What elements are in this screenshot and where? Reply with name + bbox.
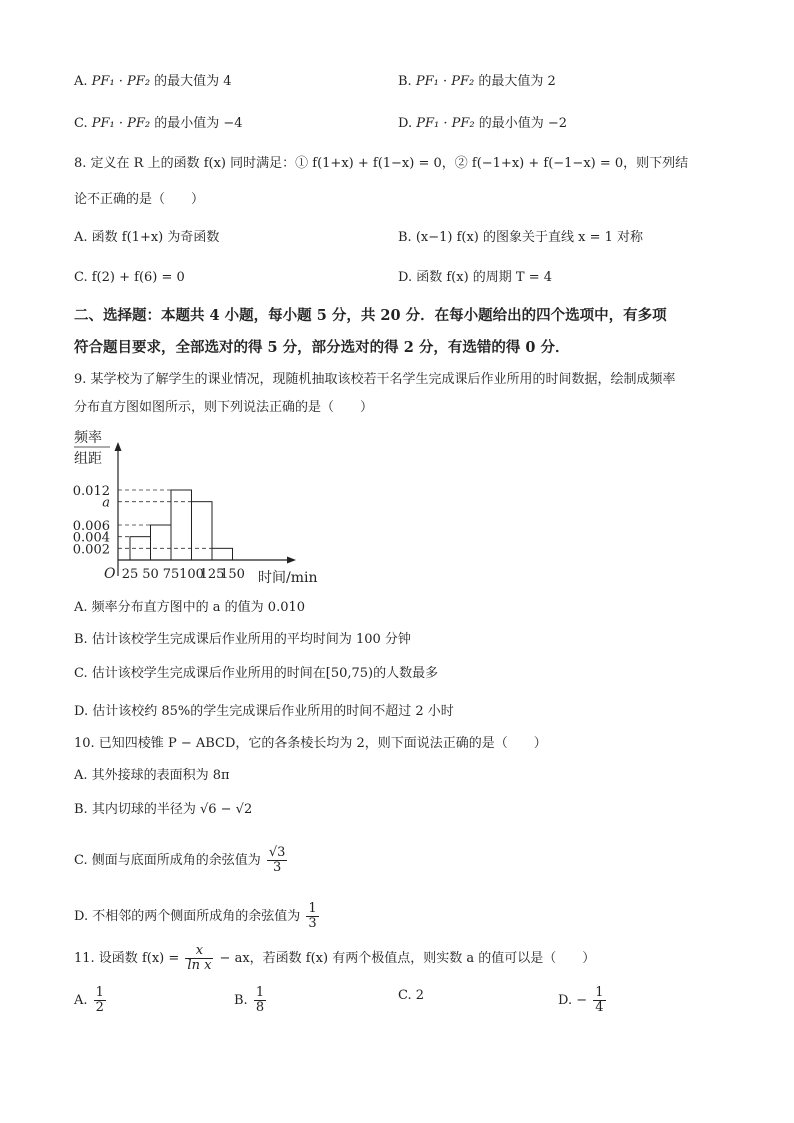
fraction-numerator: x xyxy=(185,944,213,959)
fraction-denominator: 8 xyxy=(255,1000,265,1015)
q9-option-c: C. 估计该校学生完成课后作业所用的时间在[50,75)的人数最多 xyxy=(74,666,439,681)
q10-option-c xyxy=(74,846,289,875)
fraction-denominator: 4 xyxy=(595,1000,604,1015)
y-tick-label: 0.012 xyxy=(72,484,110,500)
histogram-bar-4 xyxy=(192,502,213,560)
fraction-numerator: 1 xyxy=(255,985,265,1000)
histogram-bar-5 xyxy=(212,548,233,560)
q8-option-d: D. 函数 f(x) 的周期 T = 4 xyxy=(398,270,553,285)
q7-option-b xyxy=(398,72,556,92)
x-axis-label: 时间/min xyxy=(258,570,318,586)
option-text: C. 侧面与底面所成角的余弦值为 xyxy=(74,853,261,868)
q8-option-a: A. 函数 f(1+x) 为奇函数 xyxy=(74,230,220,245)
x-axis-arrow xyxy=(287,557,296,564)
fraction xyxy=(593,986,605,1015)
option-letter: A. xyxy=(74,993,88,1008)
minus-sign: − xyxy=(576,993,588,1008)
q7-option-c xyxy=(74,114,243,134)
q8-option-c: C. f(2) + f(6) = 0 xyxy=(74,270,185,285)
option-text: B. 其内切球的半径为 xyxy=(74,802,200,817)
vector-expression: PF₁ · PF₂ xyxy=(91,116,151,131)
q10-option-a: A. 其外接球的表面积为 8π xyxy=(74,768,230,783)
y-axis-label-top: 频率 xyxy=(74,430,102,446)
q9-option-b: B. 估计该校学生完成课后作业所用的平均时间为 100 分钟 xyxy=(74,632,411,647)
histogram-bar-3 xyxy=(171,490,192,560)
q11-option-c: C. 2 xyxy=(398,988,425,1003)
q10-stem: 10. 已知四棱锥 P − ABCD，它的各条棱长均为 2，则下面说法正确的是（ ） xyxy=(74,736,547,751)
x-tick-label: 25 xyxy=(121,567,139,582)
section2-heading-line1: 二、选择题：本题共 4 小题，每小题 5 分，共 20 分．在每小题给出的四个选项中，有多项 xyxy=(74,307,667,324)
fraction-denominator: 3 xyxy=(273,860,282,875)
y-tick-label: 0.002 xyxy=(72,542,110,558)
vector-expression: PF₁ · PF₂ xyxy=(416,116,475,131)
q11-option-b xyxy=(234,986,268,1015)
y-tick-label: 0.006 xyxy=(72,519,110,535)
q11-option-a xyxy=(74,986,108,1015)
q7-option-a xyxy=(74,72,232,92)
stem-prefix: 11. 设函数 f(x) = xyxy=(74,951,180,966)
fraction-numerator: 1 xyxy=(595,985,604,1000)
vector-expression: PF₁ · PF₂ xyxy=(415,74,475,89)
option-text: 的最大值为 4 xyxy=(154,74,232,89)
option-letter: A. xyxy=(74,74,88,89)
fraction-numerator: 1 xyxy=(95,985,104,1000)
q11-option-d xyxy=(558,986,608,1015)
y-tick-label: 0.004 xyxy=(72,530,110,546)
fraction-numerator: √3 xyxy=(268,845,286,860)
fraction-numerator: 1 xyxy=(308,901,317,916)
frequency-histogram xyxy=(70,426,350,586)
q9-stem-line2: 分布直方图如图所示，则下列说法正确的是（ ） xyxy=(74,400,374,415)
y-tick-label: a xyxy=(102,495,110,511)
y-axis-arrow xyxy=(115,442,122,451)
option-text: 的最大值为 2 xyxy=(478,74,556,89)
option-letter: D. xyxy=(558,993,573,1008)
q8-stem-line2: 论不正确的是（ ） xyxy=(74,192,205,207)
q8-stem-line1: 8. 定义在 R 上的函数 f(x) 同时满足：① f(1+x) + f(1−x) = 0，② f(−1+x) + f(−1−x) = 0，则下列结 xyxy=(74,156,689,171)
option-text: D. 不相邻的两个侧面所成角的余弦值为 xyxy=(74,909,301,924)
q10-option-d xyxy=(74,902,321,931)
fraction xyxy=(94,986,106,1015)
fraction xyxy=(254,986,266,1015)
option-letter: D. xyxy=(398,116,413,131)
x-tick-label: 125 xyxy=(199,567,225,582)
fraction-denominator: ln x xyxy=(187,958,212,973)
q9-option-d: D. 估计该校约 85%的学生完成课后作业所用的时间不超过 2 小时 xyxy=(74,704,454,719)
q9-stem-line1: 9. 某学校为了解学生的课业情况，现随机抽取该校若干名学生完成课后作业所用的时间数据，绘制成频率 xyxy=(74,372,676,387)
fraction xyxy=(306,902,318,931)
q9-option-a: A. 频率分布直方图中的 a 的值为 0.010 xyxy=(74,600,306,615)
histogram-bar-2 xyxy=(151,525,172,560)
origin-label: O xyxy=(104,566,116,582)
option-letter: C. xyxy=(74,116,88,131)
q11-stem xyxy=(74,944,595,973)
histogram-frame xyxy=(115,442,297,576)
x-tick-label: 100 xyxy=(179,567,204,582)
option-letter: B. xyxy=(234,993,248,1008)
fraction-denominator: 3 xyxy=(308,916,317,931)
section2-heading-line2: 符合题目要求，全部选对的得 5 分，部分选对的得 2 分，有选错的得 0 分． xyxy=(74,339,570,356)
x-tick-label: 75 xyxy=(162,567,180,582)
option-letter: B. xyxy=(398,74,412,89)
x-tick-label: 150 xyxy=(220,567,245,582)
fraction xyxy=(185,944,213,973)
option-text: 的最小值为 −2 xyxy=(478,116,568,131)
fraction-denominator: 2 xyxy=(95,1000,104,1015)
vector-expression: PF₁ · PF₂ xyxy=(91,74,151,89)
radical-expression: √6 − √2 xyxy=(199,802,253,817)
y-axis-label-bottom: 组距 xyxy=(74,451,102,467)
q10-option-b xyxy=(74,800,252,820)
q7-option-d xyxy=(398,114,567,134)
x-tick-label: 50 xyxy=(142,567,159,582)
option-text: 的最小值为 −4 xyxy=(154,116,243,131)
fraction xyxy=(267,846,288,875)
q8-option-b: B. (x−1) f(x) 的图象关于直线 x = 1 对称 xyxy=(398,230,644,245)
stem-suffix: − ax，若函数 f(x) 有两个极值点，则实数 a 的值可以是（ ） xyxy=(219,951,596,966)
